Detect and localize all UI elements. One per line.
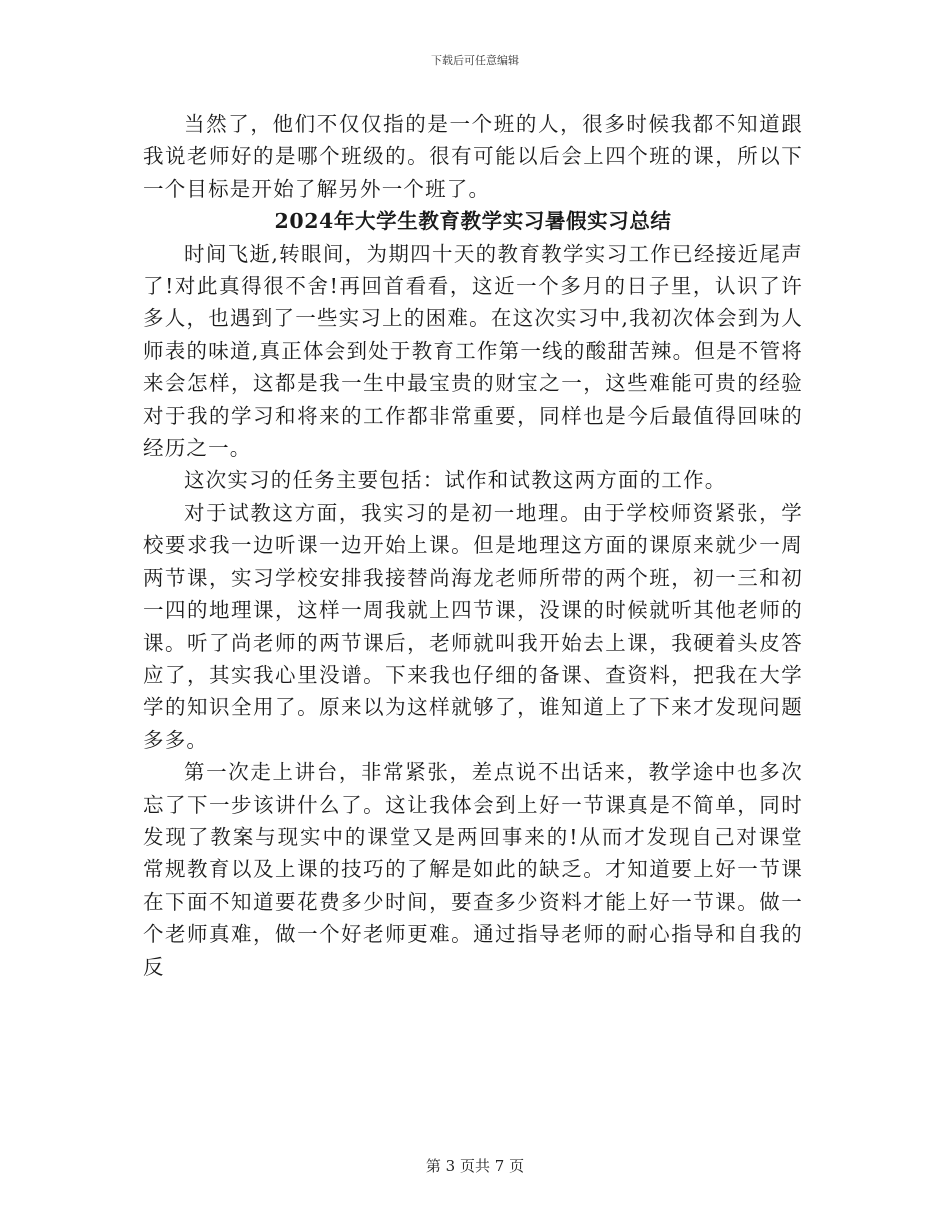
paragraph-4: 第一次走上讲台，非常紧张，差点说不出话来，教学途中也多次忘了下一步该讲什么了。这让我体会到上好一节课真是不简单，同时发现了教案与现实中的课堂又是两回事来的!从而才发现自己对课堂常规教育以及上课的技巧的了解是如此的缺乏。才知道要上好一节课在下面不知道要花费多少时间，要查多少资料才能上好一节课。做一个老师真难，做一个好老师更难。通过指导老师的耐心指导和自我的反: [143, 760, 803, 979]
page-footer: 第 3 页共 7 页: [425, 1157, 525, 1175]
document-title: 2024年大学生教育教学实习暑假实习总结: [274, 209, 672, 234]
paragraph-3: 对于试教这方面，我实习的是初一地理。由于学校师资紧张，学校要求我一边听课一边开始上课。但是地理这方面的课原来就少一周两节课，实习学校安排我接替尚海龙老师所带的两个班，初一三和初一四的地理课，这样一周我就上四节课，没课的时候就听其他老师的课。听了尚老师的两节课后，老师就叫我开始去上课，我硬着头皮答应了，其实我心里没谱。下来我也仔细的备课、查资料，把我在大学学的知识全用了。原来以为这样就够了，谁知道上了下来才发现问题多多。: [143, 500, 803, 752]
paragraph-1: 时间飞逝,转眼间，为期四十天的教育教学实习工作已经接近尾声了!对此真得很不舍!再回首看看，这近一个多月的日子里，认识了许多人，也遇到了一些实习上的困难。在这次实习中,我初次体会到为人师表的味道,真正体会到处于教育工作第一线的酸甜苦辣。但是不管将来会怎样，这都是我一生中最宝贵的财宝之一，这些难能可贵的经验对于我的学习和将来的工作都非常重要，同样也是今后最值得回味的经历之一。: [143, 241, 803, 461]
document-body: [143, 108, 803, 983]
page-header: 下载后可任意编辑: [431, 54, 519, 67]
paragraph-2: 这次实习的任务主要包括：试作和试教这两方面的工作。: [184, 468, 727, 493]
paragraph-intro: 当然了，他们不仅仅指的是一个班的人，很多时候我都不知道跟我说老师好的是哪个班级的。很有可能以后会上四个班的课，所以下一个目标是开始了解另外一个班了。: [143, 112, 803, 201]
